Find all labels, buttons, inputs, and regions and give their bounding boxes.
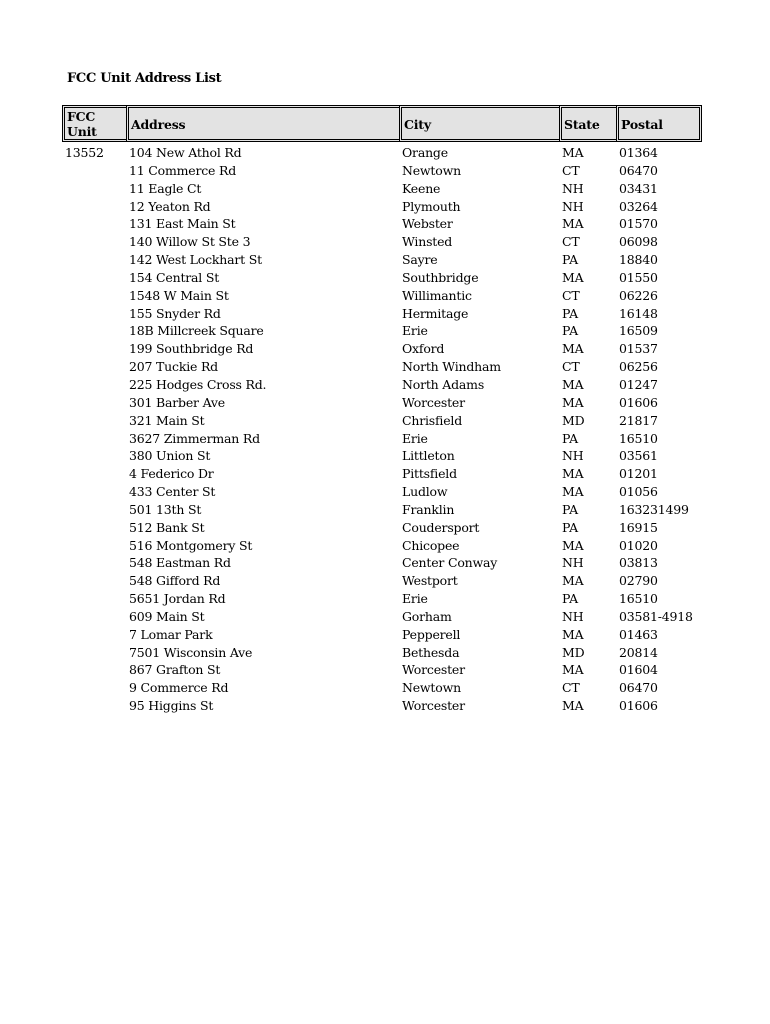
cell-fcc-unit xyxy=(62,679,126,697)
cell-postal: 16148 xyxy=(619,305,658,321)
cell-address: 3627 Zimmerman Rd xyxy=(129,430,260,446)
cell-fcc-unit xyxy=(62,608,126,626)
cell-fcc-unit xyxy=(62,233,126,251)
cell-address: 516 Montgomery St xyxy=(129,537,253,553)
table-row xyxy=(62,358,702,376)
table-row xyxy=(62,142,702,162)
cell-postal: 16510 xyxy=(619,591,658,607)
table-row xyxy=(62,162,702,180)
cell-address: 609 Main St xyxy=(129,608,205,624)
cell-postal: 06470 xyxy=(619,680,658,696)
cell-state: MA xyxy=(562,537,584,553)
cell-fcc-unit xyxy=(62,661,126,679)
column-header-state: State xyxy=(559,105,616,142)
cell-postal: 01056 xyxy=(619,484,658,500)
cell-postal: 03561 xyxy=(619,448,658,464)
cell-address: 548 Gifford Rd xyxy=(129,573,221,589)
cell-address: 12 Yeaton Rd xyxy=(129,198,211,214)
cell-fcc-unit xyxy=(62,269,126,287)
cell-postal: 01606 xyxy=(619,394,658,410)
cell-city: Worcester xyxy=(402,698,465,714)
cell-state: NH xyxy=(562,448,584,464)
cell-city: Chrisfield xyxy=(402,412,463,428)
cell-fcc-unit xyxy=(62,554,126,572)
table-row xyxy=(62,340,702,358)
table-row xyxy=(62,608,702,626)
cell-state: CT xyxy=(562,680,580,696)
table-row xyxy=(62,412,702,430)
table-row xyxy=(62,697,702,715)
cell-address: 225 Hodges Cross Rd. xyxy=(129,376,267,392)
cell-address: 7501 Wisconsin Ave xyxy=(129,644,253,660)
cell-state: PA xyxy=(562,501,578,517)
cell-state: MA xyxy=(562,662,584,678)
cell-state: MA xyxy=(562,145,584,160)
cell-fcc-unit xyxy=(62,465,126,483)
cell-address: 131 East Main St xyxy=(129,216,236,232)
cell-postal: 01604 xyxy=(619,662,658,678)
cell-postal: 01364 xyxy=(619,145,658,160)
cell-city: Sayre xyxy=(402,252,438,268)
cell-fcc-unit xyxy=(62,322,126,340)
table-row xyxy=(62,233,702,251)
cell-address: 867 Grafton St xyxy=(129,662,221,678)
address-table xyxy=(62,105,702,715)
cell-address: 4 Federico Dr xyxy=(129,466,214,482)
cell-postal: 06226 xyxy=(619,287,658,303)
cell-fcc-unit xyxy=(62,394,126,412)
cell-address: 301 Barber Ave xyxy=(129,394,225,410)
cell-postal: 16510 xyxy=(619,430,658,446)
cell-city: Orange xyxy=(402,145,448,160)
table-row xyxy=(62,376,702,394)
cell-address: 548 Eastman Rd xyxy=(129,555,231,571)
cell-fcc-unit xyxy=(62,198,126,216)
cell-state: MA xyxy=(562,484,584,500)
column-header-fcc-unit: FCC Unit xyxy=(62,105,126,142)
column-header-city: City xyxy=(399,105,559,142)
cell-city: Worcester xyxy=(402,394,465,410)
cell-address: 321 Main St xyxy=(129,412,205,428)
cell-fcc-unit xyxy=(62,697,126,715)
cell-state: PA xyxy=(562,430,578,446)
cell-city: Southbridge xyxy=(402,269,479,285)
cell-state: MA xyxy=(562,466,584,482)
cell-postal: 01020 xyxy=(619,537,658,553)
cell-postal: 21817 xyxy=(619,412,658,428)
page-title: FCC Unit Address List xyxy=(67,71,222,86)
table-row xyxy=(62,215,702,233)
cell-address: 95 Higgins St xyxy=(129,698,214,714)
cell-city: Bethesda xyxy=(402,644,460,660)
cell-city: Pittsfield xyxy=(402,466,457,482)
table-row xyxy=(62,305,702,323)
table-row xyxy=(62,447,702,465)
table-row xyxy=(62,465,702,483)
cell-postal: 01247 xyxy=(619,376,658,392)
cell-fcc-unit xyxy=(62,626,126,644)
cell-fcc-unit xyxy=(62,251,126,269)
table-body xyxy=(62,142,702,715)
cell-state: MD xyxy=(562,412,585,428)
cell-city: Worcester xyxy=(402,662,465,678)
cell-fcc-unit xyxy=(62,590,126,608)
cell-address: 155 Snyder Rd xyxy=(129,305,221,321)
cell-postal: 06470 xyxy=(619,162,658,178)
cell-state: CT xyxy=(562,234,580,250)
cell-city: Webster xyxy=(402,216,453,232)
cell-fcc-unit xyxy=(62,376,126,394)
cell-state: MA xyxy=(562,394,584,410)
cell-city: Newtown xyxy=(402,680,461,696)
table-row xyxy=(62,626,702,644)
cell-fcc-unit xyxy=(62,358,126,376)
cell-fcc-unit xyxy=(62,162,126,180)
cell-city: Newtown xyxy=(402,162,461,178)
cell-postal: 02790 xyxy=(619,573,658,589)
cell-state: CT xyxy=(562,359,580,375)
cell-address: 140 Willow St Ste 3 xyxy=(129,234,251,250)
cell-state: NH xyxy=(562,555,584,571)
cell-fcc-unit xyxy=(62,340,126,358)
cell-postal: 03431 xyxy=(619,180,658,196)
cell-state: PA xyxy=(562,591,578,607)
cell-postal: 01606 xyxy=(619,698,658,714)
table-row xyxy=(62,394,702,412)
cell-city: North Windham xyxy=(402,359,501,375)
cell-state: PA xyxy=(562,323,578,339)
cell-state: PA xyxy=(562,305,578,321)
cell-address: 1548 W Main St xyxy=(129,287,229,303)
cell-address: 18B Millcreek Square xyxy=(129,323,264,339)
table-row xyxy=(62,180,702,198)
column-header-address: Address xyxy=(126,105,399,142)
table-row xyxy=(62,679,702,697)
cell-address: 512 Bank St xyxy=(129,519,205,535)
column-header-postal: Postal xyxy=(616,105,702,142)
cell-state: CT xyxy=(562,162,580,178)
table-row xyxy=(62,661,702,679)
table-row xyxy=(62,269,702,287)
cell-fcc-unit xyxy=(62,572,126,590)
cell-state: PA xyxy=(562,252,578,268)
cell-postal: 20814 xyxy=(619,644,658,660)
cell-city: Plymouth xyxy=(402,198,461,214)
cell-address: 433 Center St xyxy=(129,484,216,500)
cell-state: NH xyxy=(562,180,584,196)
table-row xyxy=(62,644,702,662)
table-row xyxy=(62,198,702,216)
cell-postal: 01570 xyxy=(619,216,658,232)
cell-fcc-unit xyxy=(62,447,126,465)
cell-postal: 01201 xyxy=(619,466,658,482)
table-row xyxy=(62,322,702,340)
cell-fcc-unit xyxy=(62,537,126,555)
cell-fcc-unit xyxy=(62,483,126,501)
table-row xyxy=(62,572,702,590)
cell-postal: 03581-4918 xyxy=(619,608,693,624)
cell-state: MA xyxy=(562,269,584,285)
cell-fcc-unit xyxy=(62,430,126,448)
cell-city: North Adams xyxy=(402,376,485,392)
cell-postal: 06098 xyxy=(619,234,658,250)
cell-address: 207 Tuckie Rd xyxy=(129,359,218,375)
cell-city: Coudersport xyxy=(402,519,480,535)
cell-city: Littleton xyxy=(402,448,455,464)
cell-address: 7 Lomar Park xyxy=(129,626,213,642)
cell-state: MD xyxy=(562,644,585,660)
cell-postal: 03813 xyxy=(619,555,658,571)
cell-postal: 01550 xyxy=(619,269,658,285)
cell-fcc-unit xyxy=(62,412,126,430)
table-row xyxy=(62,251,702,269)
table-row xyxy=(62,430,702,448)
cell-city: Franklin xyxy=(402,501,455,517)
cell-city: Chicopee xyxy=(402,537,460,553)
cell-postal: 18840 xyxy=(619,252,658,268)
cell-city: Oxford xyxy=(402,341,445,357)
cell-city: Ludlow xyxy=(402,484,448,500)
cell-address: 5651 Jordan Rd xyxy=(129,591,226,607)
cell-city: Winsted xyxy=(402,234,453,250)
table-row xyxy=(62,483,702,501)
cell-address: 380 Union St xyxy=(129,448,211,464)
cell-state: CT xyxy=(562,287,580,303)
cell-state: MA xyxy=(562,626,584,642)
cell-fcc-unit xyxy=(62,305,126,323)
cell-fcc-unit xyxy=(62,644,126,662)
cell-state: MA xyxy=(562,698,584,714)
cell-address: 154 Central St xyxy=(129,269,220,285)
table-row xyxy=(62,501,702,519)
cell-postal: 01463 xyxy=(619,626,658,642)
table-header-row xyxy=(62,105,702,142)
cell-city: Pepperell xyxy=(402,626,461,642)
cell-postal: 16509 xyxy=(619,323,658,339)
cell-address: 11 Eagle Ct xyxy=(129,180,202,196)
table-row xyxy=(62,554,702,572)
cell-state: MA xyxy=(562,376,584,392)
table-row xyxy=(62,537,702,555)
cell-fcc-unit xyxy=(62,287,126,305)
cell-city: Westport xyxy=(402,573,458,589)
cell-address: 501 13th St xyxy=(129,501,202,517)
cell-state: PA xyxy=(562,519,578,535)
cell-city: Willimantic xyxy=(402,287,472,303)
cell-address: 104 New Athol Rd xyxy=(129,145,242,160)
cell-fcc-unit: 13552 xyxy=(65,145,104,160)
cell-city: Hermitage xyxy=(402,305,469,321)
table-row xyxy=(62,590,702,608)
cell-address: 142 West Lockhart St xyxy=(129,252,262,268)
cell-address: 11 Commerce Rd xyxy=(129,162,237,178)
table-row xyxy=(62,287,702,305)
cell-state: NH xyxy=(562,608,584,624)
cell-fcc-unit xyxy=(62,501,126,519)
cell-postal: 16915 xyxy=(619,519,658,535)
table-row xyxy=(62,519,702,537)
cell-city: Center Conway xyxy=(402,555,498,571)
cell-state: MA xyxy=(562,573,584,589)
cell-address: 199 Southbridge Rd xyxy=(129,341,254,357)
cell-city: Erie xyxy=(402,323,428,339)
cell-fcc-unit xyxy=(62,215,126,233)
cell-state: MA xyxy=(562,341,584,357)
cell-fcc-unit xyxy=(62,519,126,537)
cell-city: Erie xyxy=(402,591,428,607)
cell-postal: 01537 xyxy=(619,341,658,357)
cell-city: Gorham xyxy=(402,608,452,624)
cell-state: MA xyxy=(562,216,584,232)
cell-postal: 06256 xyxy=(619,359,658,375)
cell-postal: 163231499 xyxy=(619,501,689,517)
cell-city: Keene xyxy=(402,180,441,196)
cell-address: 9 Commerce Rd xyxy=(129,680,229,696)
cell-fcc-unit xyxy=(62,180,126,198)
cell-state: NH xyxy=(562,198,584,214)
cell-city: Erie xyxy=(402,430,428,446)
cell-postal: 03264 xyxy=(619,198,658,214)
